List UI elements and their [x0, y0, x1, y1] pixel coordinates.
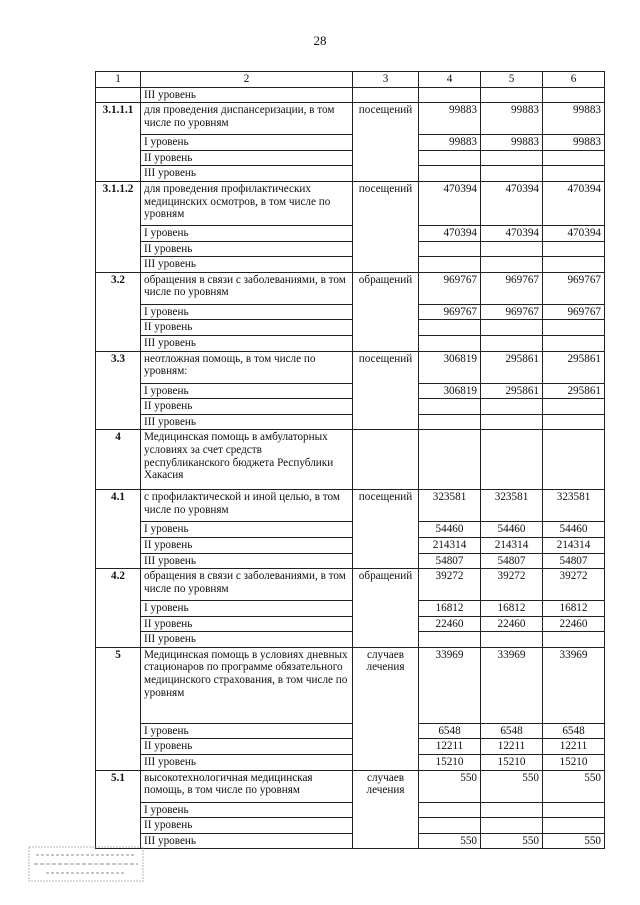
row-value-cell: 6548 [481, 723, 543, 739]
table-row [96, 103, 605, 135]
table-header-row [96, 72, 605, 88]
row-unit-cell [353, 320, 419, 336]
row-name-cell: неотложная помощь, в том числе по уровням: [141, 351, 353, 383]
row-name-cell: I уровень [141, 383, 353, 399]
table-row [96, 135, 605, 151]
row-value-cell: 54460 [481, 522, 543, 538]
row-value-cell [481, 257, 543, 273]
row-value-cell: 22460 [481, 616, 543, 632]
row-value-cell: 470394 [481, 181, 543, 225]
row-value-cell [419, 430, 481, 490]
row-value-cell [543, 430, 605, 490]
row-unit-cell [353, 414, 419, 430]
row-value-cell: 99883 [419, 135, 481, 151]
page-number: 28 [313, 33, 327, 48]
row-value-cell: 969767 [543, 272, 605, 304]
row-name-cell: II уровень [141, 537, 353, 553]
column-header: 1 [96, 72, 141, 88]
row-name-cell: II уровень [141, 150, 353, 166]
row-value-cell [419, 320, 481, 336]
row-unit-cell: посещений [353, 103, 419, 135]
row-value-cell [543, 335, 605, 351]
row-value-cell: 6548 [419, 723, 481, 739]
row-unit-cell: посещений [353, 181, 419, 225]
row-value-cell [481, 150, 543, 166]
row-value-cell: 550 [419, 770, 481, 802]
table-row [96, 241, 605, 257]
row-number-cell [96, 616, 141, 632]
row-value-cell [419, 414, 481, 430]
row-name-cell: III уровень [141, 166, 353, 182]
row-unit-cell [353, 87, 419, 103]
row-value-cell: 54807 [419, 553, 481, 569]
row-unit-cell: посещений [353, 490, 419, 522]
row-value-cell [419, 399, 481, 415]
row-unit-cell [353, 739, 419, 755]
row-value-cell: 54807 [481, 553, 543, 569]
row-unit-cell [353, 166, 419, 182]
table-row [96, 257, 605, 273]
row-number-cell [96, 414, 141, 430]
table-row [96, 181, 605, 225]
row-number-cell [96, 553, 141, 569]
row-value-cell [419, 241, 481, 257]
row-value-cell: 22460 [419, 616, 481, 632]
row-value-cell: 470394 [419, 225, 481, 241]
data-table [95, 71, 605, 849]
row-name-cell: с профилактической и иной целью, в том числе по уровням [141, 490, 353, 522]
row-value-cell: 99883 [481, 135, 543, 151]
row-value-cell: 12211 [419, 739, 481, 755]
row-number-cell [96, 802, 141, 818]
row-value-cell [481, 414, 543, 430]
row-unit-cell [353, 225, 419, 241]
row-number-cell: 4.1 [96, 490, 141, 522]
row-number-cell [96, 537, 141, 553]
row-value-cell: 16812 [419, 601, 481, 617]
row-value-cell: 39272 [481, 569, 543, 601]
table-row [96, 383, 605, 399]
row-value-cell: 15210 [419, 755, 481, 771]
row-value-cell: 550 [481, 833, 543, 849]
row-value-cell [543, 257, 605, 273]
row-value-cell: 323581 [543, 490, 605, 522]
row-value-cell [419, 166, 481, 182]
row-number-cell [96, 399, 141, 415]
row-value-cell: 15210 [543, 755, 605, 771]
row-number-cell [96, 818, 141, 834]
row-unit-cell [353, 150, 419, 166]
row-unit-cell [353, 833, 419, 849]
row-value-cell: 99883 [543, 135, 605, 151]
row-number-cell: 3.2 [96, 272, 141, 304]
row-number-cell: 3.1.1.2 [96, 181, 141, 225]
row-unit-cell [353, 723, 419, 739]
registry-stamp [28, 846, 144, 882]
row-name-cell: III уровень [141, 87, 353, 103]
row-value-cell [481, 335, 543, 351]
row-unit-cell [353, 399, 419, 415]
row-value-cell: 15210 [481, 755, 543, 771]
row-number-cell [96, 241, 141, 257]
row-value-cell [481, 632, 543, 648]
row-value-cell [481, 399, 543, 415]
row-value-cell: 550 [481, 770, 543, 802]
table-row [96, 601, 605, 617]
row-value-cell: 306819 [419, 383, 481, 399]
table-row [96, 833, 605, 849]
table-body [96, 87, 605, 849]
row-name-cell: III уровень [141, 833, 353, 849]
row-value-cell [419, 87, 481, 103]
row-value-cell [419, 150, 481, 166]
row-name-cell: I уровень [141, 522, 353, 538]
row-number-cell [96, 320, 141, 336]
row-value-cell [481, 166, 543, 182]
row-number-cell [96, 755, 141, 771]
row-value-cell: 969767 [481, 304, 543, 320]
row-unit-cell: случаев лечения [353, 647, 419, 723]
row-value-cell: 16812 [481, 601, 543, 617]
row-value-cell: 99883 [481, 103, 543, 135]
row-number-cell [96, 150, 141, 166]
row-unit-cell [353, 335, 419, 351]
table-row [96, 430, 605, 490]
row-value-cell [543, 414, 605, 430]
row-name-cell: Медицинская помощь в амбулаторных условиях за счет средств республиканского бюджета Республики Хакасия [141, 430, 353, 490]
row-unit-cell: обращений [353, 272, 419, 304]
row-number-cell [96, 335, 141, 351]
table-row [96, 770, 605, 802]
row-number-cell [96, 632, 141, 648]
row-unit-cell [353, 257, 419, 273]
row-name-cell: I уровень [141, 723, 353, 739]
row-name-cell: III уровень [141, 335, 353, 351]
row-number-cell [96, 257, 141, 273]
row-value-cell: 12211 [543, 739, 605, 755]
row-unit-cell [353, 553, 419, 569]
row-unit-cell [353, 616, 419, 632]
row-unit-cell [353, 601, 419, 617]
row-number-cell [96, 87, 141, 103]
row-value-cell: 550 [543, 770, 605, 802]
row-value-cell: 295861 [481, 383, 543, 399]
row-name-cell: обращения в связи с заболеваниями, в том числе по уровням [141, 272, 353, 304]
row-value-cell: 99883 [419, 103, 481, 135]
row-value-cell [543, 166, 605, 182]
table-row [96, 166, 605, 182]
row-value-cell [543, 87, 605, 103]
table-row [96, 723, 605, 739]
row-name-cell: III уровень [141, 257, 353, 273]
row-value-cell [481, 430, 543, 490]
row-unit-cell [353, 537, 419, 553]
table-row [96, 739, 605, 755]
row-value-cell: 323581 [419, 490, 481, 522]
row-name-cell: III уровень [141, 553, 353, 569]
row-unit-cell [353, 755, 419, 771]
row-value-cell [419, 632, 481, 648]
row-value-cell: 470394 [481, 225, 543, 241]
row-value-cell [543, 241, 605, 257]
row-value-cell: 214314 [481, 537, 543, 553]
row-value-cell: 470394 [419, 181, 481, 225]
table-row [96, 150, 605, 166]
table-row [96, 399, 605, 415]
row-value-cell: 39272 [419, 569, 481, 601]
row-value-cell [481, 320, 543, 336]
row-number-cell [96, 135, 141, 151]
table-row [96, 802, 605, 818]
row-value-cell: 33969 [419, 647, 481, 723]
table-row [96, 320, 605, 336]
row-value-cell: 12211 [481, 739, 543, 755]
row-number-cell: 5 [96, 647, 141, 723]
table-row [96, 616, 605, 632]
table-row [96, 537, 605, 553]
row-value-cell [543, 818, 605, 834]
row-value-cell: 22460 [543, 616, 605, 632]
row-number-cell [96, 225, 141, 241]
row-number-cell: 5.1 [96, 770, 141, 802]
table-row [96, 304, 605, 320]
row-name-cell: для проведения диспансеризации, в том числе по уровням [141, 103, 353, 135]
row-unit-cell [353, 383, 419, 399]
row-name-cell: III уровень [141, 632, 353, 648]
row-number-cell [96, 304, 141, 320]
row-value-cell: 295861 [481, 351, 543, 383]
row-number-cell: 4.2 [96, 569, 141, 601]
row-value-cell [481, 241, 543, 257]
row-name-cell: для проведения профилактических медицинских осмотров, в том числе по уровням [141, 181, 353, 225]
row-value-cell: 969767 [481, 272, 543, 304]
row-unit-cell [353, 802, 419, 818]
row-unit-cell [353, 430, 419, 490]
row-value-cell: 470394 [543, 181, 605, 225]
row-value-cell [543, 150, 605, 166]
row-value-cell: 54807 [543, 553, 605, 569]
row-name-cell: II уровень [141, 241, 353, 257]
row-value-cell: 54460 [543, 522, 605, 538]
column-header: 6 [543, 72, 605, 88]
row-value-cell [419, 802, 481, 818]
table-row [96, 569, 605, 601]
table-row [96, 522, 605, 538]
row-value-cell: 33969 [481, 647, 543, 723]
row-value-cell [543, 399, 605, 415]
row-value-cell: 16812 [543, 601, 605, 617]
row-value-cell: 306819 [419, 351, 481, 383]
table-row [96, 225, 605, 241]
table-row [96, 553, 605, 569]
row-value-cell: 550 [543, 833, 605, 849]
row-unit-cell [353, 135, 419, 151]
row-number-cell [96, 723, 141, 739]
row-name-cell: обращения в связи с заболеваниями, в том числе по уровням [141, 569, 353, 601]
row-unit-cell: обращений [353, 569, 419, 601]
row-name-cell: Медицинская помощь в условиях дневных стационаров по программе обязательного медицинского страхования, в том числе по уровням [141, 647, 353, 723]
row-name-cell: I уровень [141, 601, 353, 617]
table-row [96, 755, 605, 771]
row-name-cell: II уровень [141, 320, 353, 336]
column-header: 5 [481, 72, 543, 88]
table-row [96, 647, 605, 723]
row-value-cell: 969767 [419, 304, 481, 320]
row-name-cell: III уровень [141, 755, 353, 771]
row-unit-cell [353, 522, 419, 538]
row-number-cell [96, 601, 141, 617]
row-number-cell [96, 383, 141, 399]
row-value-cell: 295861 [543, 383, 605, 399]
row-value-cell [543, 802, 605, 818]
row-name-cell: I уровень [141, 802, 353, 818]
row-value-cell: 99883 [543, 103, 605, 135]
row-value-cell [543, 320, 605, 336]
table-row [96, 351, 605, 383]
table-row [96, 818, 605, 834]
row-unit-cell [353, 304, 419, 320]
row-value-cell: 39272 [543, 569, 605, 601]
row-value-cell: 33969 [543, 647, 605, 723]
table-row [96, 335, 605, 351]
column-header: 2 [141, 72, 353, 88]
row-name-cell: I уровень [141, 225, 353, 241]
row-name-cell: III уровень [141, 414, 353, 430]
column-header: 4 [419, 72, 481, 88]
row-value-cell: 214314 [543, 537, 605, 553]
row-value-cell: 214314 [419, 537, 481, 553]
row-unit-cell: случаев лечения [353, 770, 419, 802]
row-number-cell [96, 166, 141, 182]
row-value-cell [419, 257, 481, 273]
row-value-cell: 6548 [543, 723, 605, 739]
row-value-cell: 54460 [419, 522, 481, 538]
row-name-cell: II уровень [141, 818, 353, 834]
row-value-cell: 295861 [543, 351, 605, 383]
row-name-cell: I уровень [141, 304, 353, 320]
row-name-cell: II уровень [141, 399, 353, 415]
row-value-cell [419, 335, 481, 351]
row-value-cell [481, 818, 543, 834]
column-header: 3 [353, 72, 419, 88]
row-unit-cell [353, 632, 419, 648]
row-name-cell: II уровень [141, 616, 353, 632]
row-value-cell: 969767 [543, 304, 605, 320]
row-value-cell [543, 632, 605, 648]
row-value-cell [481, 87, 543, 103]
row-value-cell: 969767 [419, 272, 481, 304]
table-row [96, 87, 605, 103]
row-value-cell: 323581 [481, 490, 543, 522]
table-row [96, 272, 605, 304]
row-value-cell [481, 802, 543, 818]
row-unit-cell: посещений [353, 351, 419, 383]
table-row [96, 490, 605, 522]
row-number-cell: 3.1.1.1 [96, 103, 141, 135]
row-unit-cell [353, 818, 419, 834]
row-value-cell [419, 818, 481, 834]
row-number-cell: 3.3 [96, 351, 141, 383]
row-name-cell: II уровень [141, 739, 353, 755]
row-name-cell: высокотехнологичная медицинская помощь, в том числе по уровням [141, 770, 353, 802]
table-row [96, 632, 605, 648]
row-number-cell [96, 739, 141, 755]
row-number-cell [96, 522, 141, 538]
row-name-cell: I уровень [141, 135, 353, 151]
table-row [96, 414, 605, 430]
row-value-cell: 550 [419, 833, 481, 849]
row-unit-cell [353, 241, 419, 257]
row-number-cell: 4 [96, 430, 141, 490]
row-value-cell: 470394 [543, 225, 605, 241]
